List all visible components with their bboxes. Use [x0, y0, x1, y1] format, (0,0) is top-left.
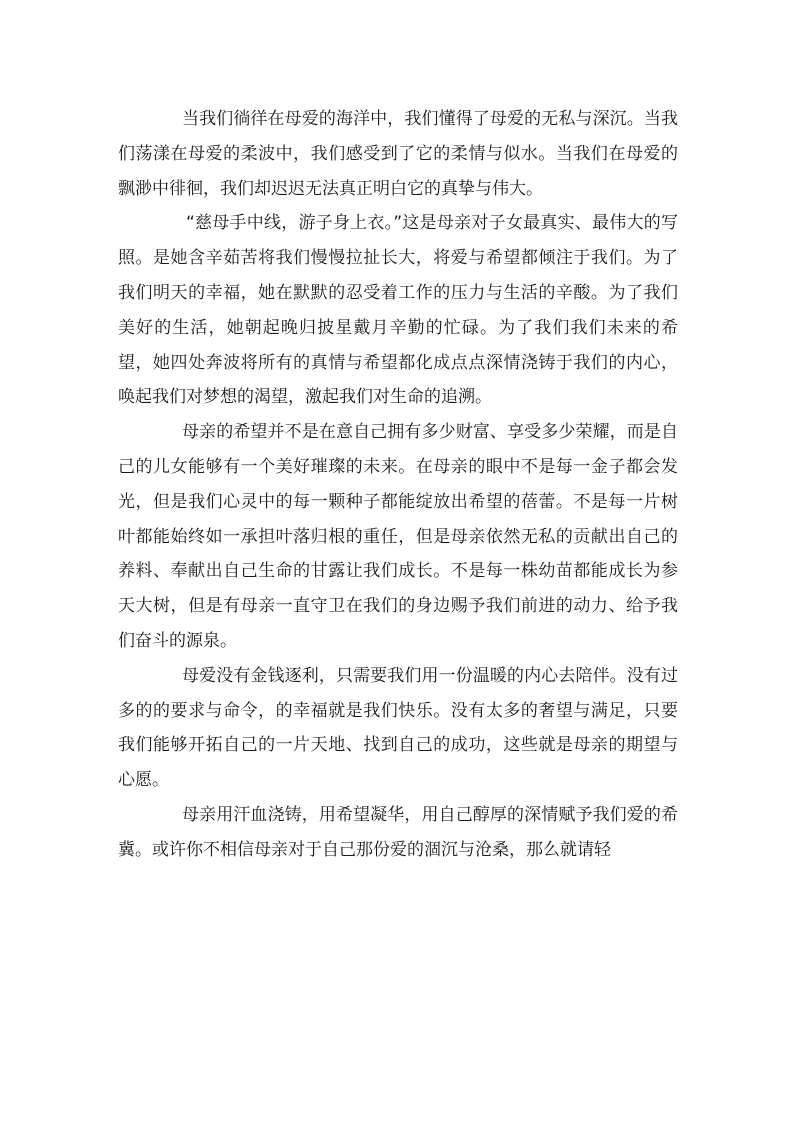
document-body [118, 102, 678, 868]
paragraph-3: 母亲的希望并不是在意自己拥有多少财富、享受多少荣耀，而是自己的儿女能够有一个美好璀璨的未来。在母亲的眼中不是每一金子都会发光，但是我们心灵中的每一颗种子都能绽放出希望的蓓蕾。不是每一片树叶都能始终如一承担叶落归根的重任，但是母亲依然无私的贡献出自己的养料、奉献出自己生命的甘露让我们成长。不是每一株幼苗都能成长为参天大树，但是有母亲一直守卫在我们的身边赐予我们前进的动力、给予我们奋斗的源泉。 [118, 422, 678, 651]
paragraph-1: 当我们徜徉在母爱的海洋中，我们懂得了母爱的无私与深沉。当我们荡漾在母爱的柔波中，我们感受到了它的柔情与似水。当我们在母爱的飘渺中徘徊，我们却迟迟无法真正明白它的真挚与伟大。 [118, 109, 678, 199]
paragraph-2: “慈母手中线，游子身上衣。”这是母亲对子女最真实、最伟大的写照。是她含辛茹苦将我们慢慢拉扯长大，将爱与希望都倾注于我们。为了我们明天的幸福，她在默默的忍受着工作的压力与生活的辛酸。为了我们美好的生活，她朝起晚归披星戴月辛勤的忙碌。为了我们我们未来的希望，她四处奔波将所有的真情与希望都化成点点深情浇铸于我们的内心，唤起我们对梦想的渴望，激起我们对生命的追溯。 [118, 213, 678, 408]
paragraph-4: 母爱没有金钱逐利，只需要我们用一份温暖的内心去陪伴。没有过多的的要求与命令，的幸福就是我们快乐。没有太多的奢望与满足，只要我们能够开拓自己的一片天地、找到自己的成功，这些就是母亲的期望与心愿。 [118, 665, 678, 791]
paragraph-5: 母亲用汗血浇铸，用希望凝华，用自己醇厚的深情赋予我们爱的希冀。或许你不相信母亲对于自己那份爱的涸沉与沧桑，那么就请轻 [118, 804, 678, 860]
